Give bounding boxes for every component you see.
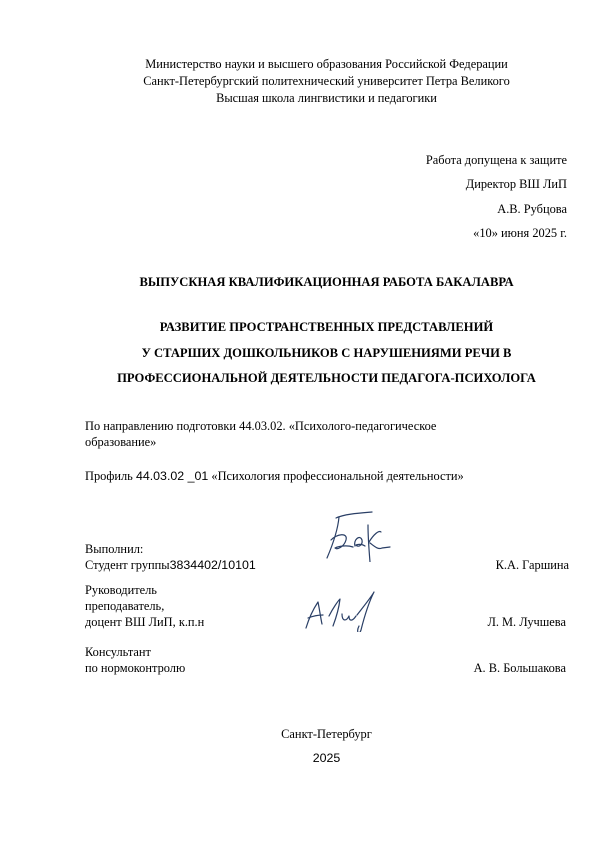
direction-line-2: образование»	[85, 435, 157, 449]
year: 2025	[312, 751, 341, 765]
consultant-name: А. В. Большакова	[473, 661, 566, 675]
student-name: К.А. Гаршина	[495, 558, 569, 572]
profile-line	[85, 469, 464, 484]
approval-date: «10» июня 2025 г.	[473, 225, 567, 240]
supervisor-name: Л. М. Лучшева	[487, 615, 566, 629]
supervisor-role-2: преподаватель,	[85, 599, 165, 613]
city: Санкт-Петербург	[281, 727, 372, 741]
supervisor-signature	[302, 588, 378, 632]
consultant-role-1: Консультант	[85, 645, 151, 659]
performer-label: Выполнил:	[85, 542, 144, 556]
student-prefix: Студент группы	[85, 558, 170, 572]
supervisor-role-3: доцент ВШ ЛиП, к.п.н	[85, 615, 205, 629]
profile-name: «Психология профессиональной деятельности»	[208, 469, 464, 483]
consultant-role-2: по нормоконтролю	[85, 661, 186, 675]
thesis-title-line-3: ПРОФЕССИОНАЛЬНОЙ ДЕЯТЕЛЬНОСТИ ПЕДАГОГА-ПСИХОЛОГА	[117, 371, 536, 385]
profile-code: 44.03.02 _01	[135, 469, 209, 483]
school-line: Высшая школа лингвистики и педагогики	[216, 91, 437, 105]
student-signature	[322, 510, 394, 562]
work-type-heading: ВЫПУСКНАЯ КВАЛИФИКАЦИОННАЯ РАБОТА БАКАЛАВРА	[139, 275, 514, 289]
ministry-line: Министерство науки и высшего образования Российской Федерации	[145, 57, 508, 71]
student-group-number: 3834402/10101	[169, 558, 256, 572]
thesis-title-line-1: РАЗВИТИЕ ПРОСТРАНСТВЕННЫХ ПРЕДСТАВЛЕНИЙ	[159, 320, 494, 334]
direction-line-1: По направлению подготовки 44.03.02. «Психолого-педагогическое	[85, 419, 437, 433]
profile-prefix: Профиль	[85, 469, 136, 483]
approval-director: Директор ВШ ЛиП	[465, 177, 567, 192]
student-group-line	[85, 558, 256, 573]
approval-block	[426, 148, 567, 245]
thesis-title-line-2: У СТАРШИХ ДОШКОЛЬНИКОВ С НАРУШЕНИЯМИ РЕЧИ В	[141, 346, 512, 360]
university-line: Санкт-Петербургский политехнический университет Петра Великого	[143, 74, 510, 88]
approval-admitted: Работа допущена к защите	[425, 153, 567, 167]
supervisor-role-1: Руководитель	[85, 583, 157, 597]
approval-director-name: А.В. Рубцова	[497, 201, 567, 216]
